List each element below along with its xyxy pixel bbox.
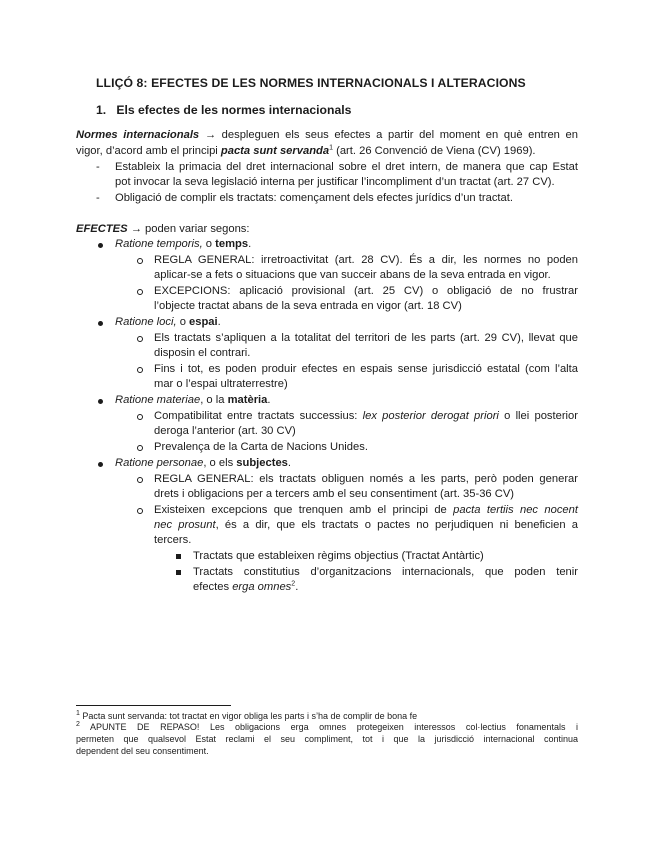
section-heading-text: Els efectes de les normes internacionals	[116, 103, 352, 117]
footnote-2-line-3: dependent del seu consentiment.	[76, 746, 209, 756]
circle-marker	[137, 477, 143, 483]
intro-term: Normes internacionals	[76, 129, 200, 141]
circle-marker	[137, 445, 143, 451]
temporis-item-2-line-1: EXCEPCIONS: aplicació provisional (art. 25 CV) o obligació de no frustrar	[154, 285, 578, 297]
intro-dash-item-1-line-2: pot invocar la seva legislació interna per justificar l’incompliment d’un tractat (art. 27 CV).	[115, 176, 555, 188]
circle-marker	[137, 289, 143, 295]
bullet-marker	[98, 321, 103, 326]
intro-line1-text: despleguen els seus efectes a partir del moment en què entren en	[221, 129, 579, 141]
temporis-item-2-line-2: l’objecte tractat abans de la seva entrada en vigor (art. 18 CV)	[154, 300, 462, 312]
efectes-intro	[76, 222, 250, 237]
intro-arrow: →	[204, 129, 217, 141]
circle-marker	[137, 414, 143, 420]
circle-marker	[137, 508, 143, 514]
dash-marker: -	[96, 192, 100, 204]
temporis-item-1-line-1: REGLA GENERAL: irretroactivitat (art. 28 CV). És a dir, les normes no poden	[154, 254, 578, 266]
circle-marker	[137, 258, 143, 264]
group-loci-label: Ratione loci, o espai.	[115, 316, 221, 328]
footnote-ref-1: 1	[329, 144, 333, 152]
loci-item-2-line-1: Fins i tot, es poden produir efectes en espais sense jurisdicció estatal (com l’alta	[154, 363, 578, 375]
loci-item-2-line-2: mar o l’espai ultraterrestre)	[154, 378, 288, 390]
square-marker	[176, 554, 181, 559]
circle-marker	[137, 336, 143, 342]
group-personae-label: Ratione personae, o els subjectes.	[115, 457, 292, 469]
efectes-term: EFECTES	[76, 223, 128, 235]
intro-line2-post: (art. 26 Convenció de Viena (CV) 1969).	[336, 145, 536, 157]
intro-line2-pre: vigor, d’acord amb el principi	[76, 145, 218, 157]
bullet-marker	[98, 399, 103, 404]
square-marker	[176, 570, 181, 575]
footnote-2-line-1: $^2$ APUNTE DE REPASO! Les obligacions erga omnes protegeixen interessos col·lectius fonamentals i	[76, 721, 578, 732]
personae-item-1-line-1: REGLA GENERAL: els tractats obliguen només a les parts, però poden generar	[154, 473, 578, 485]
personae-item-2-line-1: Existeixen excepcions que trenquen amb el principi de pacta tertiis nec nocent	[154, 504, 578, 516]
materiae-item-1-line-1: Compatibilitat entre tractats successius: lex posterior derogat priori o llei posterior	[154, 410, 578, 422]
footnote-separator	[76, 705, 231, 706]
footnote-2-line-2: permeten que qualsevol Estat reclami el seu compliment, tot i que la jurisdicció internacional continua	[76, 734, 578, 744]
dash-marker: -	[96, 161, 100, 173]
intro-principle: pacta sunt servanda	[220, 145, 330, 157]
materiae-item-2: Prevalença de la Carta de Nacions Unides.	[154, 441, 368, 453]
efectes-arrow: →	[130, 223, 142, 235]
personae-subitem-2-line-1: Tractats constitutius d’organitzacions internacionals, que poden tenir	[193, 566, 578, 578]
personae-subitem-2-line-2: efectes erga omnes$^2$.	[193, 580, 299, 593]
loci-item-1-line-2: disposin el contrari.	[154, 347, 251, 359]
loci-item-1-line-1: Els tractats s’apliquen a la totalitat del territori de les parts (art. 29 CV), llevat que	[154, 332, 578, 344]
intro-dash-item-2: Obligació de complir els tractats: començament dels efectes jurídics d’un tractat.	[115, 192, 513, 204]
footnote-1: $^1$ Pacta sunt servanda: tot tractat en vigor obliga les parts i s’ha de complir de bona fe	[76, 710, 418, 721]
personae-item-2-line-3: tercers.	[154, 534, 192, 546]
section-number: 1.	[96, 103, 107, 117]
personae-item-2-line-2: nec prosunt, és a dir, que els tractats o pactes no perjudiquen ni beneficien a	[154, 519, 578, 531]
temporis-item-1-line-2: aplicar-se a fets o situacions que van succeir abans de la seva entrada en vigor.	[154, 269, 551, 281]
bullet-marker	[98, 462, 103, 467]
circle-marker	[137, 367, 143, 373]
bullet-marker	[98, 243, 103, 248]
group-temporis-label: Ratione temporis, o temps.	[115, 238, 252, 250]
intro-line-2	[76, 144, 536, 159]
section-heading	[96, 103, 351, 118]
personae-item-1-line-2: drets i obligacions per a tercers amb el seu consentiment (art. 35-36 CV)	[154, 488, 515, 500]
materiae-item-1-line-2: deroga l’anterior (art. 30 CV)	[154, 425, 296, 437]
intro-line-1	[76, 128, 578, 143]
efectes-rest: poden variar segons:	[145, 223, 250, 235]
personae-subitem-1: Tractats que estableixen règims objectius (Tractat Antàrtic)	[193, 550, 484, 562]
group-materiae-label: Ratione materiae, o la matèria.	[115, 394, 271, 406]
intro-dash-item-1-line-1: Estableix la primacia del dret internacional sobre el dret intern, de manera que cap Estat	[115, 161, 578, 173]
footnote-ref-2: 2	[291, 580, 296, 588]
page-title: LLIÇÓ 8: EFECTES DE LES NORMES INTERNACIONALS I ALTERACIONS	[96, 76, 526, 90]
